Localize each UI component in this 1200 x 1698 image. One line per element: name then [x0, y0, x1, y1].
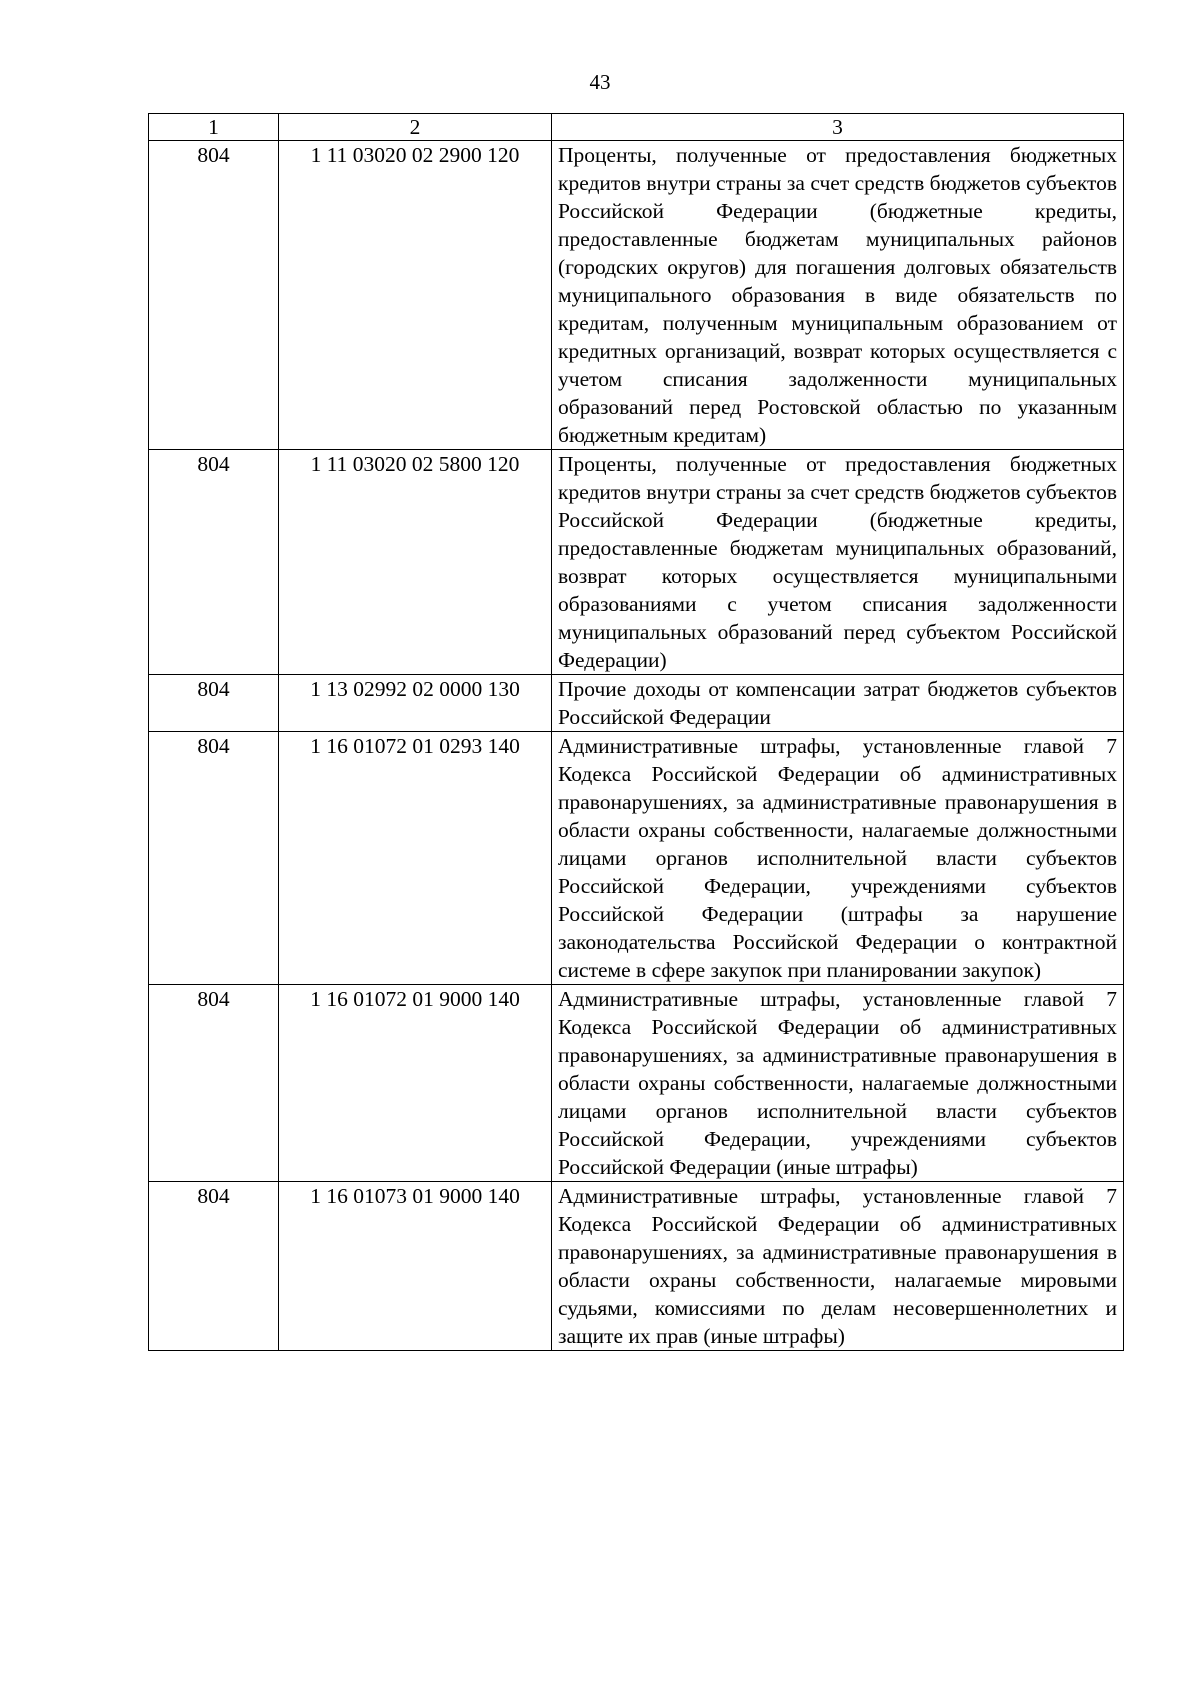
header-col-3: 3: [552, 114, 1124, 141]
header-col-1: 1: [149, 114, 279, 141]
description-cell: Административные штрафы, установленные главой 7 Кодекса Российской Федерации об административных правонарушениях, за административные правонарушения в области охраны собственности, налагаемые должностными лицами органов исполнительной власти субъектов Российской Федерации, учреждениями субъектов Российской Федерации (иные штрафы): [552, 985, 1124, 1182]
admin-code-cell: 804: [149, 1182, 279, 1351]
table-row: [149, 450, 1124, 675]
table-row: [149, 985, 1124, 1182]
table-row: [149, 675, 1124, 732]
budget-code-cell: 1 11 03020 02 2900 120: [279, 141, 552, 450]
budget-code-cell: 1 13 02992 02 0000 130: [279, 675, 552, 732]
table-row: [149, 732, 1124, 985]
description-cell: Административные штрафы, установленные главой 7 Кодекса Российской Федерации об административных правонарушениях, за административные правонарушения в области охраны собственности, налагаемые мировыми судьями, комиссиями по делам несовершеннолетних и защите их прав (иные штрафы): [552, 1182, 1124, 1351]
admin-code-cell: 804: [149, 141, 279, 450]
description-cell: Проценты, полученные от предоставления бюджетных кредитов внутри страны за счет средств бюджетов субъектов Российской Федерации (бюджетные кредиты, предоставленные бюджетам муниципальных районов (городских округов) для погашения долговых обязательств муниципального образования в виде обязательств по кредитам, полученным муниципальным образованием от кредитных организаций, возврат которых осуществляется с учетом списания задолженности муниципальных образований перед Ростовской областью по указанным бюджетным кредитам): [552, 141, 1124, 450]
description-cell: Проценты, полученные от предоставления бюджетных кредитов внутри страны за счет средств бюджетов субъектов Российской Федерации (бюджетные кредиты, предоставленные бюджетам муниципальных образований, возврат которых осуществляется муниципальными образованиями с учетом списания задолженности муниципальных образований перед субъектом Российской Федерации): [552, 450, 1124, 675]
admin-code-cell: 804: [149, 985, 279, 1182]
budget-code-cell: 1 11 03020 02 5800 120: [279, 450, 552, 675]
budget-code-cell: 1 16 01072 01 0293 140: [279, 732, 552, 985]
admin-code-cell: 804: [149, 675, 279, 732]
header-col-2: 2: [279, 114, 552, 141]
budget-code-cell: 1 16 01072 01 9000 140: [279, 985, 552, 1182]
table-row: [149, 141, 1124, 450]
description-cell: Административные штрафы, установленные главой 7 Кодекса Российской Федерации об административных правонарушениях, за административные правонарушения в области охраны собственности, налагаемые должностными лицами органов исполнительной власти субъектов Российской Федерации, учреждениями субъектов Российской Федерации (штрафы за нарушение законодательства Российской Федерации о контрактной системе в сфере закупок при планировании закупок): [552, 732, 1124, 985]
budget-code-cell: 1 16 01073 01 9000 140: [279, 1182, 552, 1351]
admin-code-cell: 804: [149, 732, 279, 985]
table-header-row: [149, 114, 1124, 141]
income-codes-table: [148, 113, 1124, 1351]
admin-code-cell: 804: [149, 450, 279, 675]
page-number: 43: [589, 70, 611, 94]
table-row: [149, 1182, 1124, 1351]
description-cell: Прочие доходы от компенсации затрат бюджетов субъектов Российской Федерации: [552, 675, 1124, 732]
